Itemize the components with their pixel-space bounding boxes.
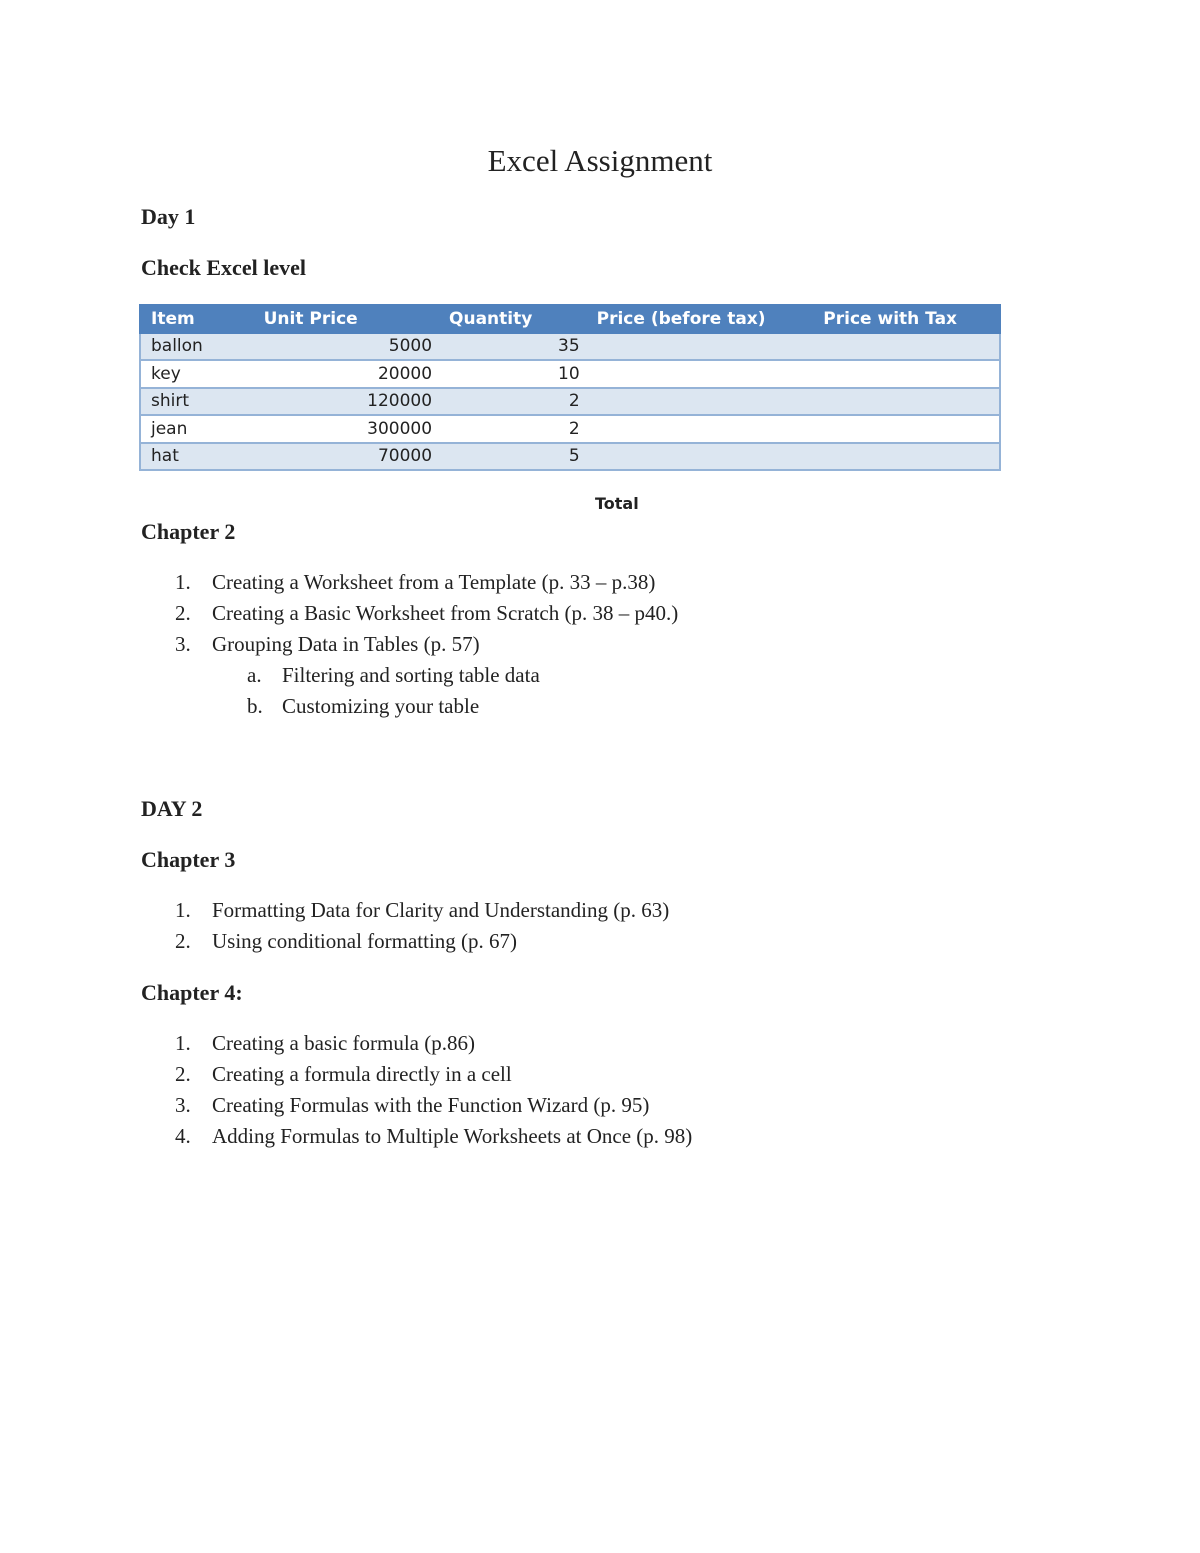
cell-unit-price: 5000 (253, 333, 438, 361)
list-marker: 1. (175, 1031, 191, 1055)
cell-item: key (140, 360, 253, 388)
list-marker: b. (247, 694, 263, 718)
list-marker: 2. (175, 601, 191, 625)
list-marker: 3. (175, 1093, 191, 1117)
list-item-text: Customizing your table (282, 694, 480, 718)
cell-price-with-tax (812, 333, 1000, 361)
list-item-text: Creating a basic formula (p.86) (212, 1031, 475, 1055)
sub-list-item (0, 691, 678, 722)
list-item-text: Using conditional formatting (p. 67) (212, 929, 518, 953)
list-item (0, 1059, 692, 1090)
list-marker: 2. (175, 929, 191, 953)
price-table (139, 304, 1001, 471)
list-item (0, 1121, 692, 1152)
list-marker: 1. (175, 570, 191, 594)
cell-item: jean (140, 415, 253, 443)
cell-price-before-tax (586, 415, 813, 443)
list-item (0, 598, 678, 629)
table-row (140, 360, 1000, 388)
chapter3-list (0, 895, 669, 957)
chapter4-list (0, 1028, 692, 1152)
table-row (140, 388, 1000, 416)
day1-heading: Day 1 (141, 204, 196, 229)
cell-price-with-tax (812, 388, 1000, 416)
page-title: Excel Assignment (487, 143, 713, 178)
cell-quantity: 2 (438, 415, 586, 443)
cell-unit-price: 70000 (253, 443, 438, 471)
cell-price-before-tax (586, 443, 813, 471)
table-header-row (140, 305, 1000, 333)
list-item-text: Creating a Basic Worksheet from Scratch (p. 38 – p40.) (212, 601, 679, 625)
list-item-text: Creating a formula directly in a cell (212, 1062, 512, 1086)
cell-price-before-tax (586, 333, 813, 361)
header-quantity: Quantity (438, 305, 586, 333)
header-unit-price: Unit Price (253, 305, 438, 333)
table-row (140, 443, 1000, 471)
cell-unit-price: 300000 (253, 415, 438, 443)
list-item (0, 567, 678, 598)
check-excel-level-heading: Check Excel level (141, 255, 306, 280)
header-item: Item (140, 305, 253, 333)
cell-price-before-tax (586, 388, 813, 416)
list-marker: 3. (175, 632, 191, 656)
list-item (0, 1028, 692, 1059)
list-item (0, 1090, 692, 1121)
list-item-text: Creating a Worksheet from a Template (p. 33 – p.38) (212, 570, 656, 594)
cell-item: shirt (140, 388, 253, 416)
list-item-text: Adding Formulas to Multiple Worksheets at Once (p. 98) (212, 1124, 693, 1148)
cell-price-before-tax (586, 360, 813, 388)
day2-heading: DAY 2 (141, 796, 203, 821)
list-item-text: Creating Formulas with the Function Wizard (p. 95) (212, 1093, 650, 1117)
chapter2-list (0, 567, 678, 722)
chapter4-heading: Chapter 4: (141, 980, 243, 1005)
header-price-before-tax: Price (before tax) (586, 305, 813, 333)
table-row (140, 415, 1000, 443)
list-item (0, 926, 669, 957)
list-item-text: Grouping Data in Tables (p. 57) (212, 632, 480, 656)
cell-unit-price: 20000 (253, 360, 438, 388)
list-marker: a. (247, 663, 262, 687)
list-item-text: Formatting Data for Clarity and Understanding (p. 63) (212, 898, 670, 922)
cell-quantity: 35 (438, 333, 586, 361)
total-label: Total (595, 494, 639, 513)
list-marker: 2. (175, 1062, 191, 1086)
cell-item: ballon (140, 333, 253, 361)
list-marker: 1. (175, 898, 191, 922)
list-item-text: Filtering and sorting table data (282, 663, 540, 687)
list-marker: 4. (175, 1124, 191, 1148)
cell-unit-price: 120000 (253, 388, 438, 416)
chapter3-heading: Chapter 3 (141, 847, 236, 872)
cell-quantity: 2 (438, 388, 586, 416)
chapter2-heading: Chapter 2 (141, 519, 236, 544)
table-row (140, 333, 1000, 361)
cell-quantity: 5 (438, 443, 586, 471)
cell-price-with-tax (812, 443, 1000, 471)
list-item (0, 895, 669, 926)
cell-quantity: 10 (438, 360, 586, 388)
list-item (0, 629, 678, 660)
sub-list-item (0, 660, 678, 691)
header-price-with-tax: Price with Tax (812, 305, 1000, 333)
cell-price-with-tax (812, 360, 1000, 388)
cell-price-with-tax (812, 415, 1000, 443)
cell-item: hat (140, 443, 253, 471)
